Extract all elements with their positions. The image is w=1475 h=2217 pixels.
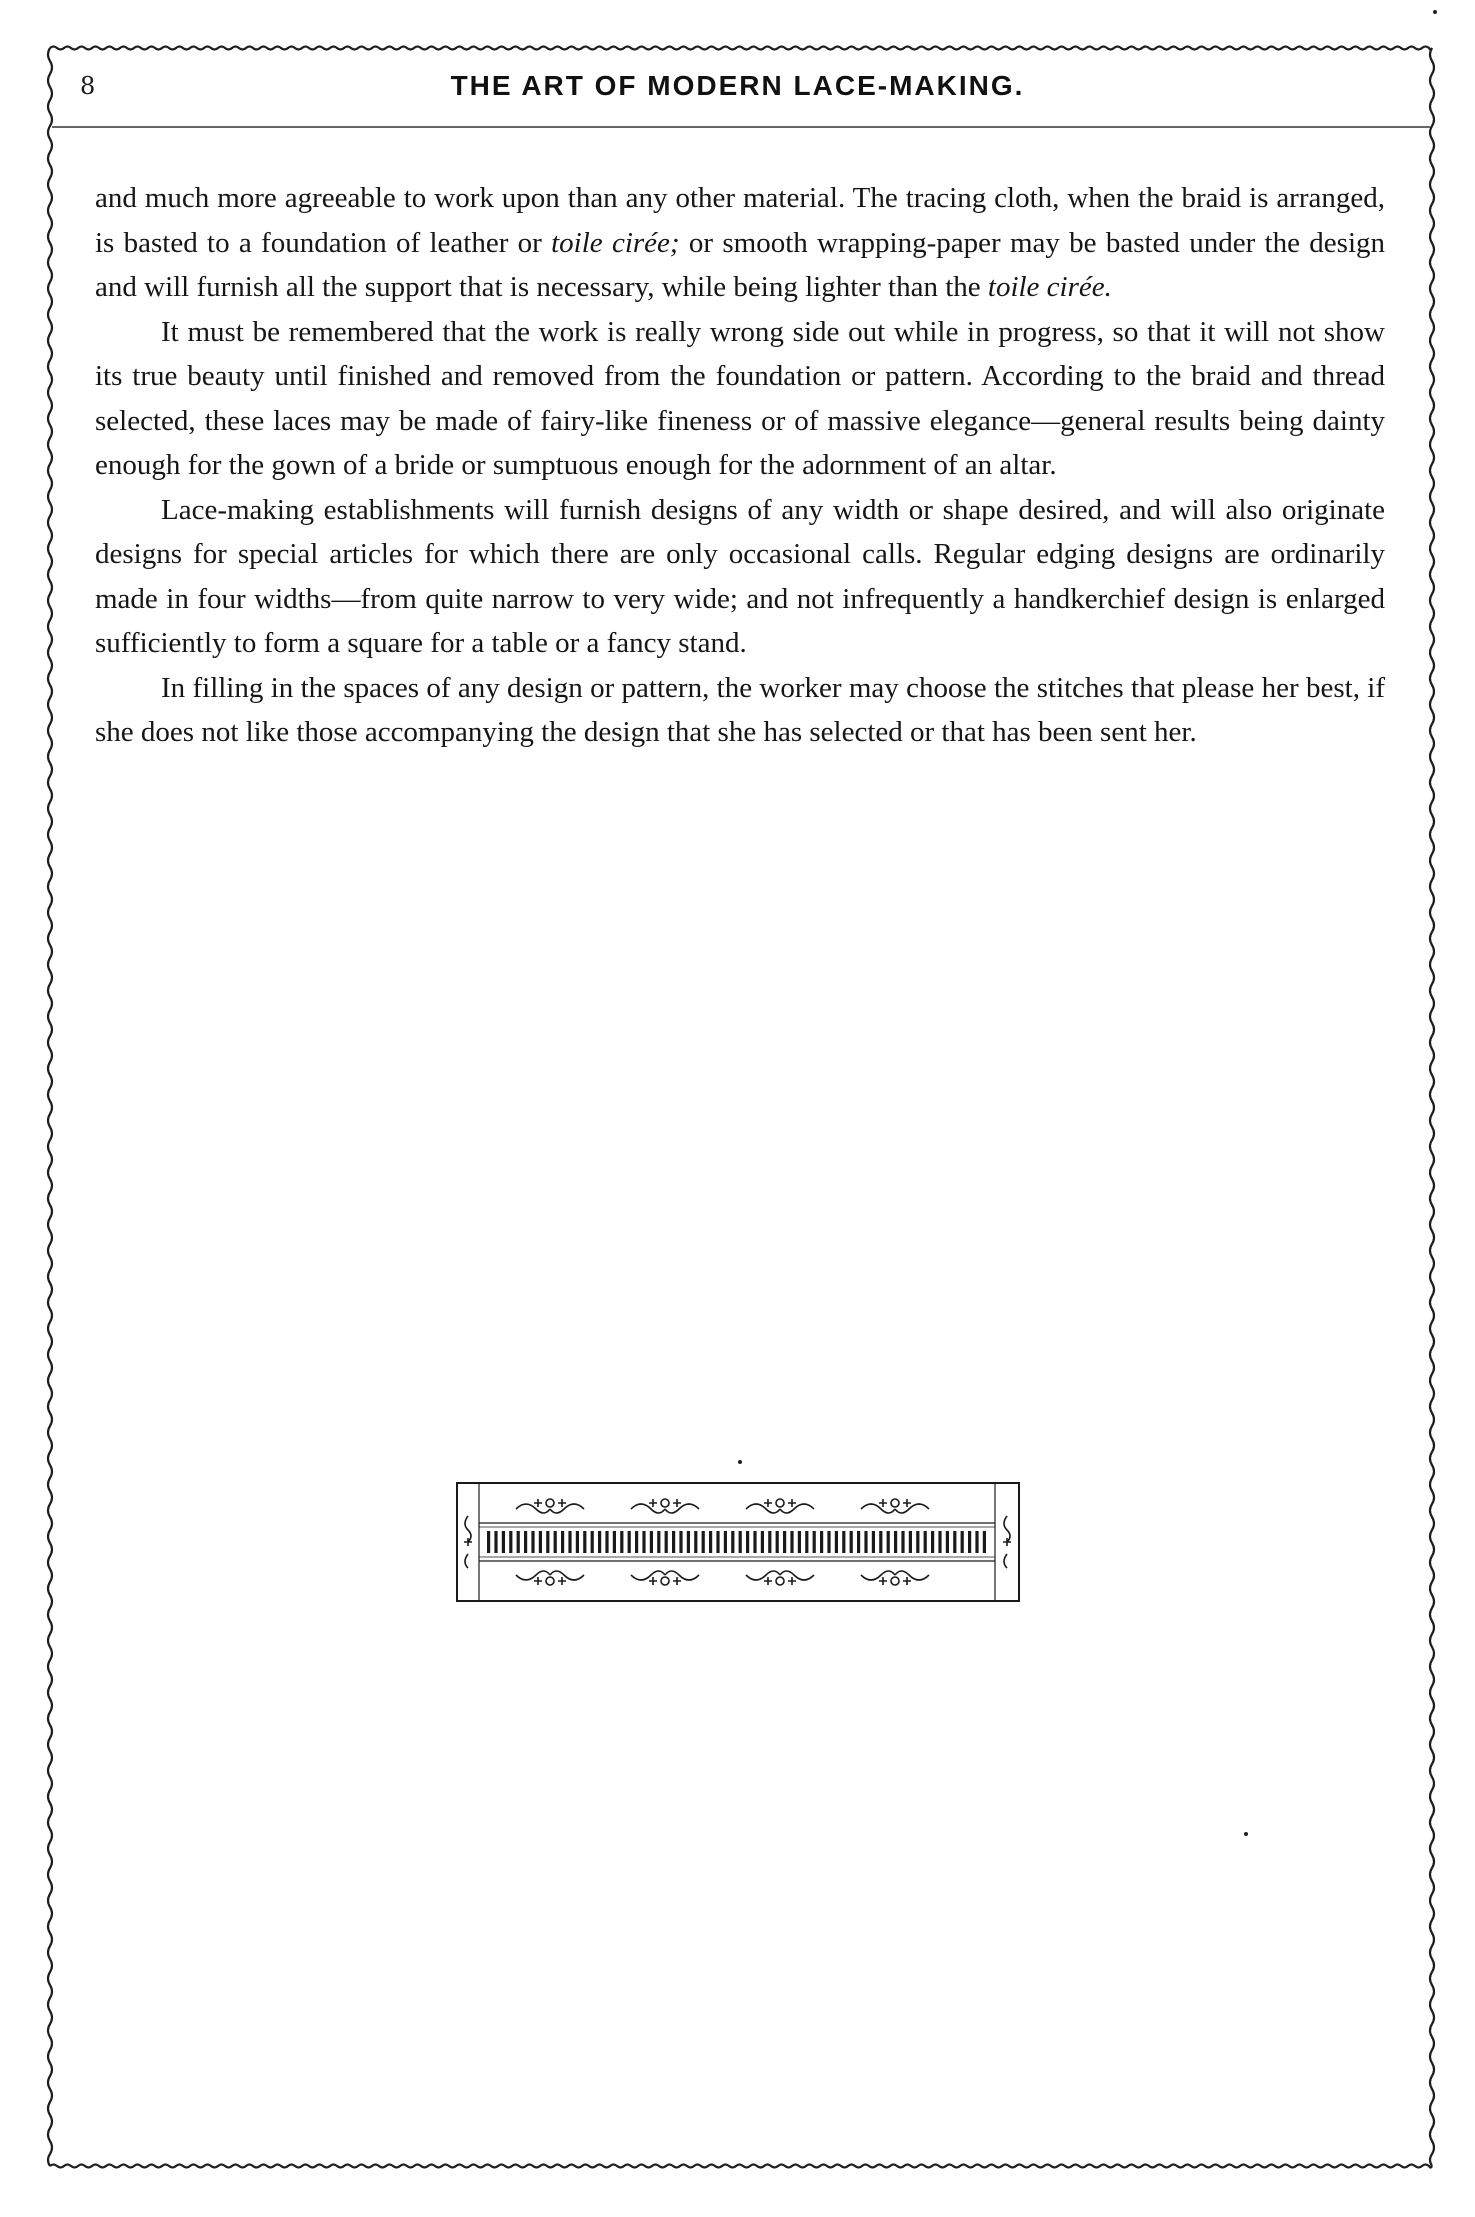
italic-term: toile cirée;	[551, 226, 680, 259]
paragraph-1-part-c: or smooth wrapping-paper may be basted under the design and will furnish all the support that is necessary, while being lighter than the	[95, 226, 1386, 303]
running-title: THE ART OF MODERN LACE-MAKING.	[450, 70, 1025, 101]
paragraph-1-part-a: and much more agreeable to work upon than any other material. The tracing cloth, when the braid is arranged, is basted to a foundation of leather or	[95, 182, 1385, 259]
paragraph-4: In filling in the spaces of any design or pattern, the worker may choose the stitches that please her best, if she does not like those accompanying the design that she has selected or that has been sent her.	[95, 671, 1385, 748]
paragraph-1	[95, 176, 1385, 310]
printing-speck	[1433, 10, 1437, 14]
printing-speck	[738, 1460, 742, 1464]
paragraph-2: It must be remembered that the work is really wrong side out while in progress, so that it will not show its true beauty until finished and removed from the foundation or pattern. According to the braid and thread selected, these laces may be made of fairy-like fineness or of massive elegance—general results being dainty enough for the gown of a bride or sumptuous enough for the adornment of an altar.	[95, 315, 1385, 481]
paragraph-3: Lace-making establishments will furnish designs of any width or shape desired, and will also originate designs for special articles for which there are only occasional calls. Regular edging designs are ordinarily made in four widths—from quite narrow to very wide; and not infrequently a handkerchief design is enlarged sufficiently to form a square for a table or a fancy stand.	[95, 493, 1385, 659]
italic-term: toile cirée.	[987, 271, 1112, 303]
lace-edging-ornament-icon	[455, 1475, 1025, 1605]
printing-speck	[1244, 1832, 1248, 1836]
body-text	[95, 176, 1385, 755]
page-number: 8	[80, 72, 96, 100]
